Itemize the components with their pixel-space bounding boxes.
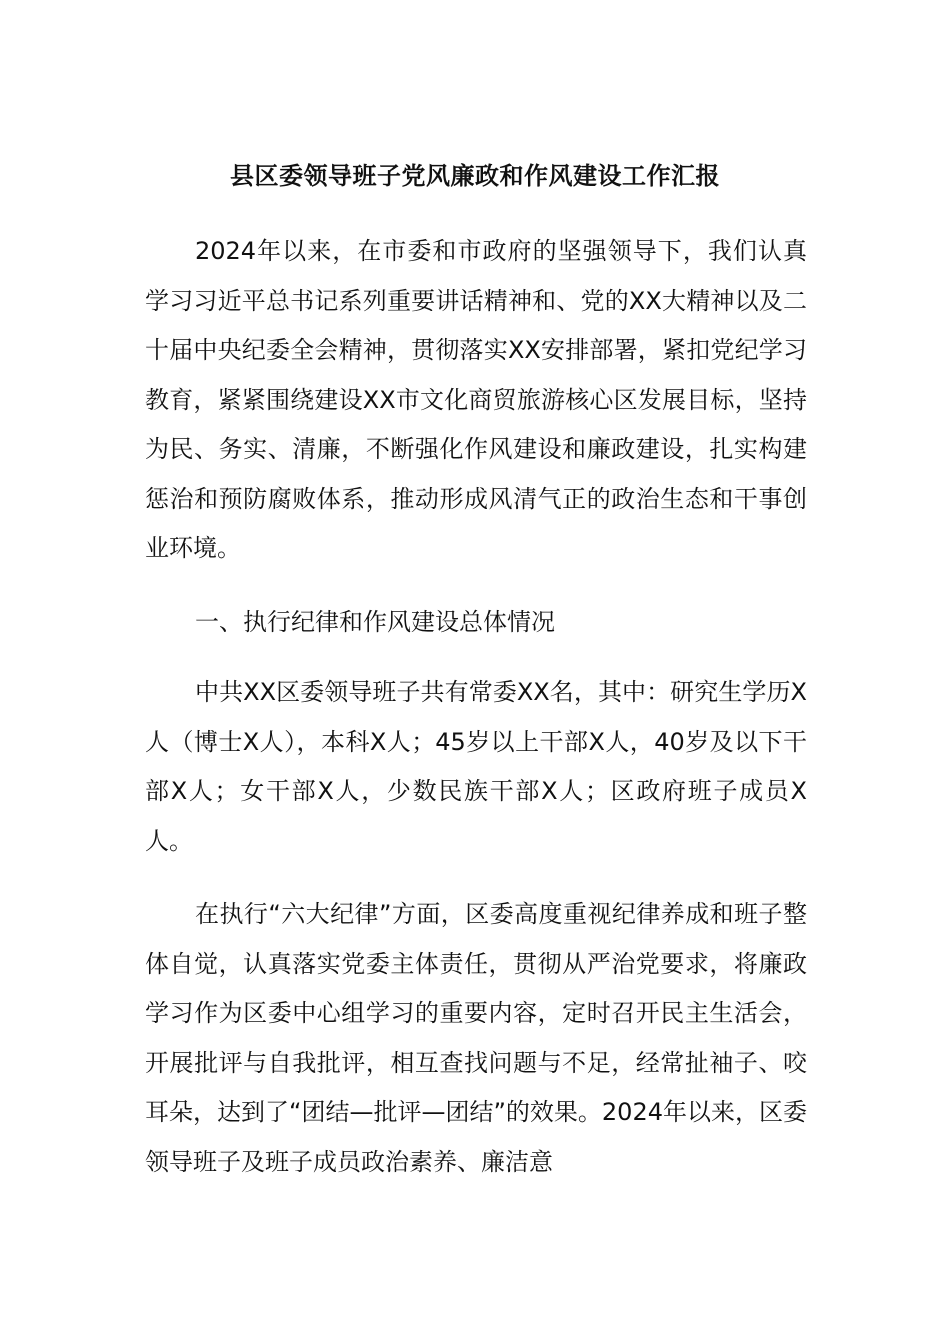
document-title: 县区委领导班子党风廉政和作风建设工作汇报	[230, 162, 720, 190]
section-heading: 一、执行纪律和作风建设总体情况	[195, 608, 555, 636]
discipline-paragraph: 在执行“六大纪律”方面，区委高度重视纪律养成和班子整体自觉，认真落实党委主体责任，贯彻从严治党要求，将廉政学习作为区委中心组学习的重要内容，定时召开民主生活会，开展批评与自我批评，相互查找问题与不足，经常扯袖子、咬耳朵，达到了“团结—批评—团结”的效果。2024年以来，区委领导班子及班子成员政治素养、廉洁意	[145, 900, 807, 1176]
team-composition-paragraph: 中共XX区委领导班子共有常委XX名，其中：研究生学历X人（博士X人），本科X人；45岁以上干部X人，40岁及以下干部X人；女干部X人，少数民族干部X人；区政府班子成员X人。	[145, 678, 807, 855]
intro-paragraph: 2024年以来，在市委和市政府的坚强领导下，我们认真学习习近平总书记系列重要讲话精神和、党的XX大精神以及二十届中央纪委全会精神，贯彻落实XX安排部署，紧扣党纪学习教育，紧紧围绕建设XX市文化商贸旅游核心区发展目标，坚持为民、务实、清廉，不断强化作风建设和廉政建设，扎实构建惩治和预防腐败体系，推动形成风清气正的政治生态和干事创业环境。	[145, 237, 807, 562]
